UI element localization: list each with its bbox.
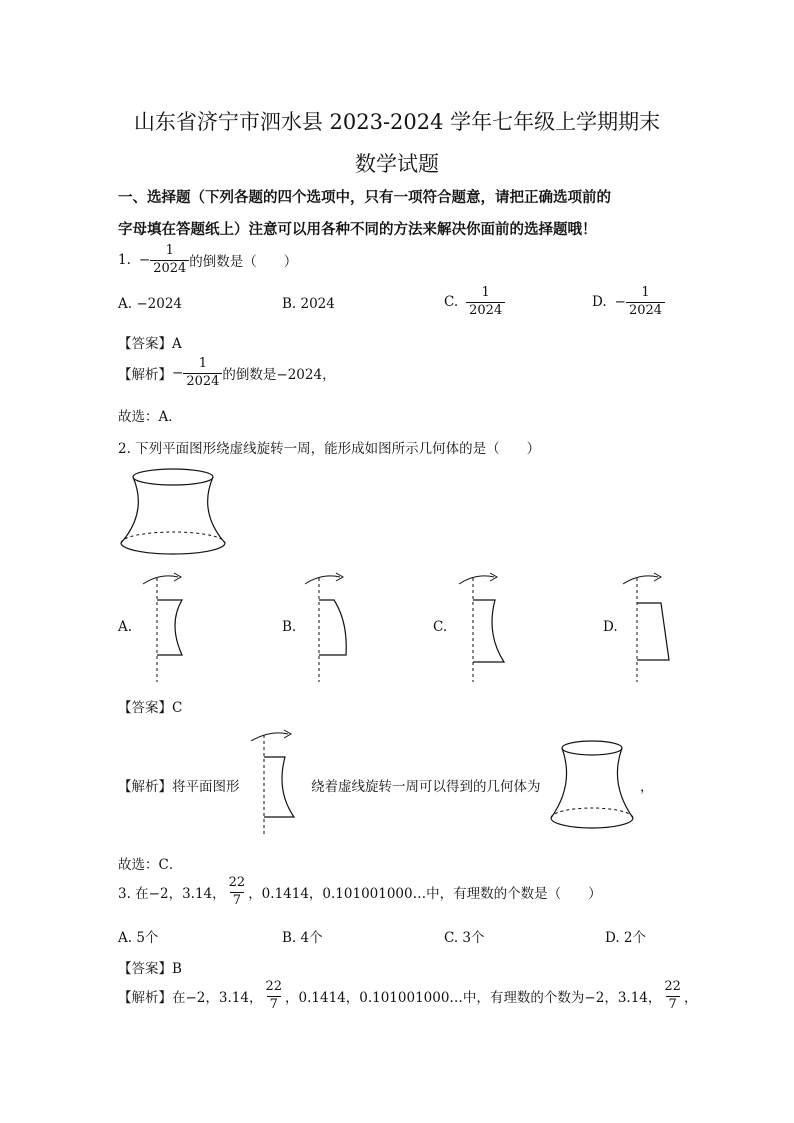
question-2: 2. 下列平面图形绕虚线旋转一周，能形成如图所示几何体的是（ ） [118,441,541,457]
hyperboloid-solid-figure [118,466,228,558]
fraction [661,980,684,1013]
option-b: B. 4个 [282,930,323,946]
question-text: 3. 在−2，3.14， [118,886,226,903]
option-a-label: A. [118,619,133,635]
question-3 [118,876,602,909]
option-label: D. [592,294,607,311]
fraction-numerator: 1 [198,356,207,371]
minus-sign: − [138,252,151,269]
section-heading-line2: 字母填在答题纸上）注意可以用各种不同的方法来解决你面前的选择题哦！ [118,222,597,238]
answer-2: 【答案】C [118,700,183,716]
fraction-denominator: 7 [230,892,244,909]
fraction-denominator: 2024 [183,373,222,390]
explanation-3 [118,980,697,1013]
fraction-numerator: 1 [641,285,650,300]
answer-1: 【答案】A [118,336,182,352]
fraction [466,286,505,319]
fraction-numerator: 22 [664,979,681,994]
question-text: ，0.1414，0.101001000…中，有理数的个数是（ ） [248,886,602,903]
fraction-numerator: 1 [165,243,174,258]
explanation-plane-figure [248,729,304,841]
option-c-label: C. [433,619,448,635]
option-c [444,286,505,319]
option-d-figure [620,572,676,684]
explanation-text: 的倒数是−2024， [222,367,336,384]
fraction-denominator: 7 [267,996,281,1013]
fraction-denominator: 2024 [150,260,189,277]
fraction-numerator: 22 [228,875,246,890]
fraction [183,357,222,390]
fraction [150,244,189,277]
option-a-figure [140,572,190,684]
question-text: 的倒数是（ ） [189,254,298,271]
fraction [226,876,249,909]
option-a: A. −2024 [118,296,182,312]
fraction-numerator: 1 [481,285,490,300]
option-a: A. 5个 [118,930,159,946]
option-label: C. [444,294,459,311]
option-b: B. 2024 [282,296,335,312]
fraction-numerator: 22 [265,979,283,994]
fraction-denominator: 7 [666,996,680,1013]
explanation-text: ，0.1414，0.101001000…中，有理数的个数为−2，3.14， [285,990,662,1007]
explanation-2-text: 绕着虚线旋转一周可以得到的几何体为 [311,779,541,795]
question-1 [118,244,297,277]
explanation-text: ， [683,990,698,1007]
section-heading-line1: 一、选择题（下列各题的四个选项中，只有一项符合题意，请把正确选项前的 [118,190,611,206]
fraction-denominator: 2024 [466,302,505,319]
option-c: C. 3个 [444,930,485,946]
minus-sign: − [172,365,184,382]
page-subtitle: 数学试题 [355,152,439,176]
answer-3: 【答案】B [118,961,182,977]
conclusion-2: 故选：C． [118,857,183,873]
explanation-2-label: 【解析】将平面图形 [118,779,240,795]
fraction [262,980,285,1013]
explanation-label: 【解析】 [118,367,172,384]
option-d-label: D. [603,619,618,635]
option-c-figure [456,572,512,684]
page-title: 山东省济宁市泗水县 2023-2024 学年七年级上学期期末 [133,110,661,134]
explanation-text: 【解析】在−2，3.14， [118,990,263,1007]
explanation-1 [118,357,336,390]
fraction-denominator: 2024 [626,302,665,319]
option-d: D. 2个 [605,930,647,946]
option-b-figure [302,572,352,684]
minus-sign: − [614,294,626,311]
explanation-solid-figure [548,738,636,834]
conclusion-1: 故选：A． [118,409,182,425]
question-number: 1. [118,252,131,269]
option-b-label: B. [282,619,297,635]
explanation-2-end: ， [640,779,654,795]
option-d [592,286,665,319]
fraction [626,286,665,319]
